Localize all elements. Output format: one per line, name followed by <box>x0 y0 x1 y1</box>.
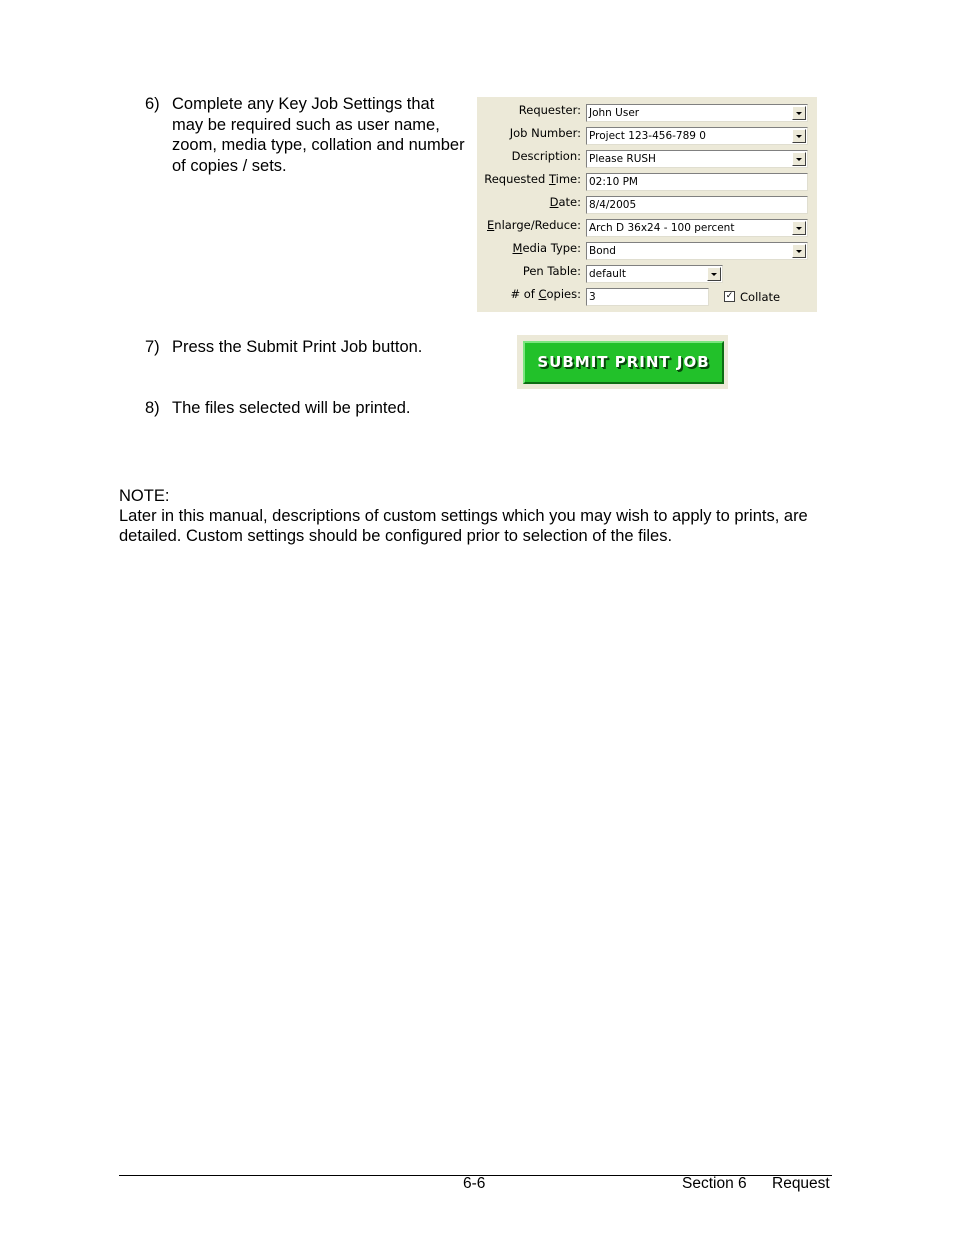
requester-select[interactable]: John User <box>586 104 808 122</box>
footer-section: Section 6 <box>682 1175 747 1192</box>
job-settings-panel <box>477 97 817 312</box>
copies-label: # of Copies: <box>510 287 581 301</box>
media-type-label: Media Type: <box>512 241 581 255</box>
requested-time-input[interactable]: 02:10 PM <box>586 173 808 191</box>
submit-print-job-button[interactable]: SUBMIT PRINT JOB <box>523 341 724 384</box>
enlarge-reduce-select[interactable]: Arch D 36x24 - 100 percent <box>586 219 808 237</box>
collate-checkbox[interactable]: ✓ <box>725 291 734 301</box>
requested-time-label: Requested Time: <box>484 172 581 186</box>
description-label: Description: <box>511 149 581 163</box>
step-number: 6) <box>145 95 160 113</box>
pen-table-row <box>477 260 817 280</box>
note-heading: NOTE: <box>119 487 170 505</box>
media-type-row <box>477 237 817 257</box>
chevron-down-icon[interactable] <box>792 244 806 258</box>
footer-title: Request <box>772 1175 830 1192</box>
job-number-label: Job Number: <box>509 126 581 140</box>
note-text: Later in this manual, descriptions of custom settings which you may wish to apply to prints, are detailed. Custom settings should be configured prior to selection of the files. <box>119 507 808 545</box>
enlarge-reduce-label: Enlarge/Reduce: <box>487 218 581 232</box>
pen-table-select[interactable]: default <box>586 265 723 283</box>
date-row <box>477 191 817 211</box>
enlarge-reduce-row <box>477 214 817 234</box>
chevron-down-icon[interactable] <box>792 106 806 120</box>
copies-row <box>477 283 817 303</box>
chevron-down-icon[interactable] <box>792 221 806 235</box>
job-number-row <box>477 122 817 142</box>
step-7 <box>145 337 475 359</box>
description-row <box>477 145 817 165</box>
step-text: The files selected will be printed. <box>172 399 411 417</box>
chevron-down-icon[interactable] <box>792 152 806 166</box>
submit-button-frame <box>517 335 728 389</box>
media-type-select[interactable]: Bond <box>586 242 808 260</box>
step-number: 8) <box>145 399 160 417</box>
copies-input[interactable]: 3 <box>586 288 709 306</box>
page-number: 6-6 <box>463 1175 486 1192</box>
requested-time-row <box>477 168 817 188</box>
description-select[interactable]: Please RUSH <box>586 150 808 168</box>
step-8 <box>145 398 475 420</box>
step-text: Press the Submit Print Job button. <box>172 338 423 356</box>
job-number-select[interactable]: Project 123-456-789 0 <box>586 127 808 145</box>
date-input[interactable]: 8/4/2005 <box>586 196 808 214</box>
collate-label: Collate <box>740 290 781 304</box>
requester-label: Requester: <box>518 103 581 117</box>
step-6 <box>145 94 475 184</box>
chevron-down-icon[interactable] <box>707 267 721 281</box>
requester-row <box>477 99 817 119</box>
chevron-down-icon[interactable] <box>792 129 806 143</box>
pen-table-label: Pen Table: <box>522 264 581 278</box>
step-text: Complete any Key Job Settings that may be required such as user name, zoom, media type, collation and number of copies / sets. <box>172 95 465 175</box>
date-label: Date: <box>549 195 581 209</box>
step-number: 7) <box>145 338 160 356</box>
